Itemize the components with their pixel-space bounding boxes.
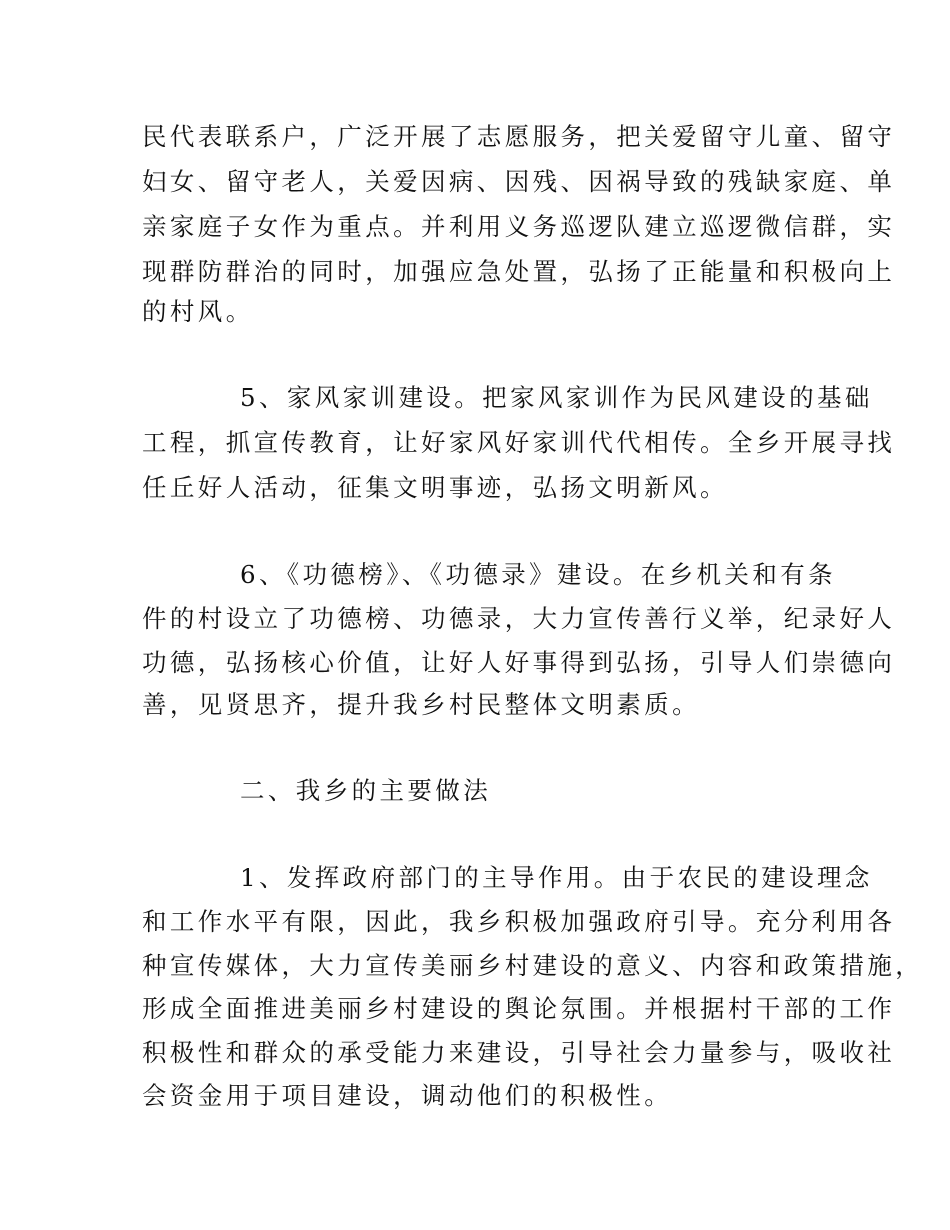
paragraph-line: 积极性和群众的承受能力来建设，引导社会力量参与，吸收社 [142, 1038, 896, 1067]
paragraph-line: 1、发挥政府部门的主导作用。由于农民的建设理念 [240, 863, 873, 892]
paragraph-line: 6、《功德榜》、《功德录》建设。在乡机关和有条 [240, 560, 837, 589]
paragraph-line: 功德，弘扬核心价值，让好人好事得到弘扬，引导人们崇德向 [142, 648, 896, 677]
paragraph-line: 种宣传媒体，大力宣传美丽乡村建设的意义、内容和政策措施， [142, 951, 924, 980]
paragraph-line: 善，见贤思齐，提升我乡村民整体文明素质。 [142, 690, 700, 719]
paragraph-line: 5、家风家训建设。把家风家训作为民风建设的基础 [240, 383, 873, 412]
paragraph-line: 现群防群治的同时，加强应急处置，弘扬了正能量和积极向上 [142, 257, 896, 286]
paragraph-line: 工程，抓宣传教育，让好家风好家训代代相传。全乡开展寻找 [142, 428, 896, 457]
paragraph-line: 亲家庭子女作为重点。并利用义务巡逻队建立巡逻微信群，实 [142, 212, 896, 241]
paragraph-line: 的村风。 [142, 297, 254, 326]
paragraph-line: 任丘好人活动，征集文明事迹，弘扬文明新风。 [142, 473, 728, 502]
paragraph-line: 和工作水平有限，因此，我乡积极加强政府引导。充分利用各 [142, 907, 896, 936]
paragraph-line: 形成全面推进美丽乡村建设的舆论氛围。并根据村干部的工作 [142, 994, 896, 1023]
paragraph-line: 妇女、留守老人，关爱因病、因残、因祸导致的残缺家庭、单 [142, 167, 896, 196]
paragraph-line: 件的村设立了功德榜、功德录，大力宣传善行义举，纪录好人 [142, 604, 896, 633]
section-heading: 二、我乡的主要做法 [240, 776, 492, 805]
paragraph-line: 民代表联系户，广泛开展了志愿服务，把关爱留守儿童、留守 [142, 122, 896, 151]
paragraph-line: 会资金用于项目建设，调动他们的积极性。 [142, 1081, 673, 1110]
